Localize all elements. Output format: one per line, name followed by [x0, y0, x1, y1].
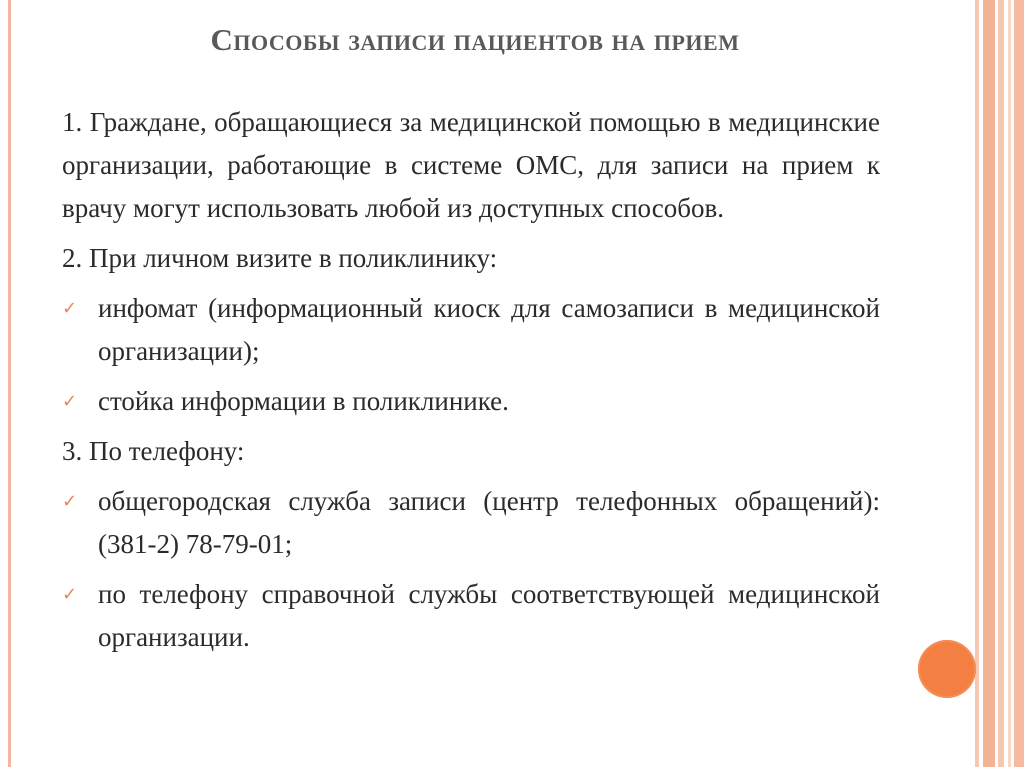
bullet-item	[62, 287, 880, 373]
paragraph-2: 2. При личном визите в поликлинику:	[62, 243, 498, 273]
orange-circle-decoration	[918, 640, 976, 698]
right-decorative-band	[998, 0, 1004, 767]
right-decorative-band	[1008, 0, 1011, 767]
right-decorative-band	[1014, 0, 1024, 767]
checkmark-icon: ✓	[62, 584, 78, 605]
slide-content	[62, 101, 880, 666]
right-decorative-band	[975, 0, 979, 767]
right-decorative-band	[983, 0, 995, 767]
bullet-item	[62, 480, 880, 566]
checkmark-icon: ✓	[62, 491, 78, 512]
bullet-text: инфомат (информационный киоск для самозаписи в медицинской организации);	[98, 293, 880, 366]
slide-title: Способы записи пациентов на прием	[210, 22, 740, 57]
bullet-text: стойка информации в поликлинике.	[98, 386, 509, 416]
bullet-text: по телефону справочной службы соответствующей медицинской организации.	[98, 579, 880, 652]
paragraph-1: 1. Граждане, обращающиеся за медицинской помощью в медицинские организации, работающие в системе ОМС, для записи на прием к врачу могут использовать любой из доступных способов.	[62, 107, 880, 223]
checkmark-icon: ✓	[62, 298, 78, 319]
left-decorative-stripe	[8, 0, 11, 767]
checkmark-icon: ✓	[62, 391, 78, 412]
bullet-item	[62, 380, 880, 423]
bullet-item	[62, 573, 880, 659]
bullet-text: общегородская служба записи (центр телефонных обращений): (381-2) 78-79-01;	[98, 486, 880, 559]
paragraph-3: 3. По телефону:	[62, 436, 245, 466]
